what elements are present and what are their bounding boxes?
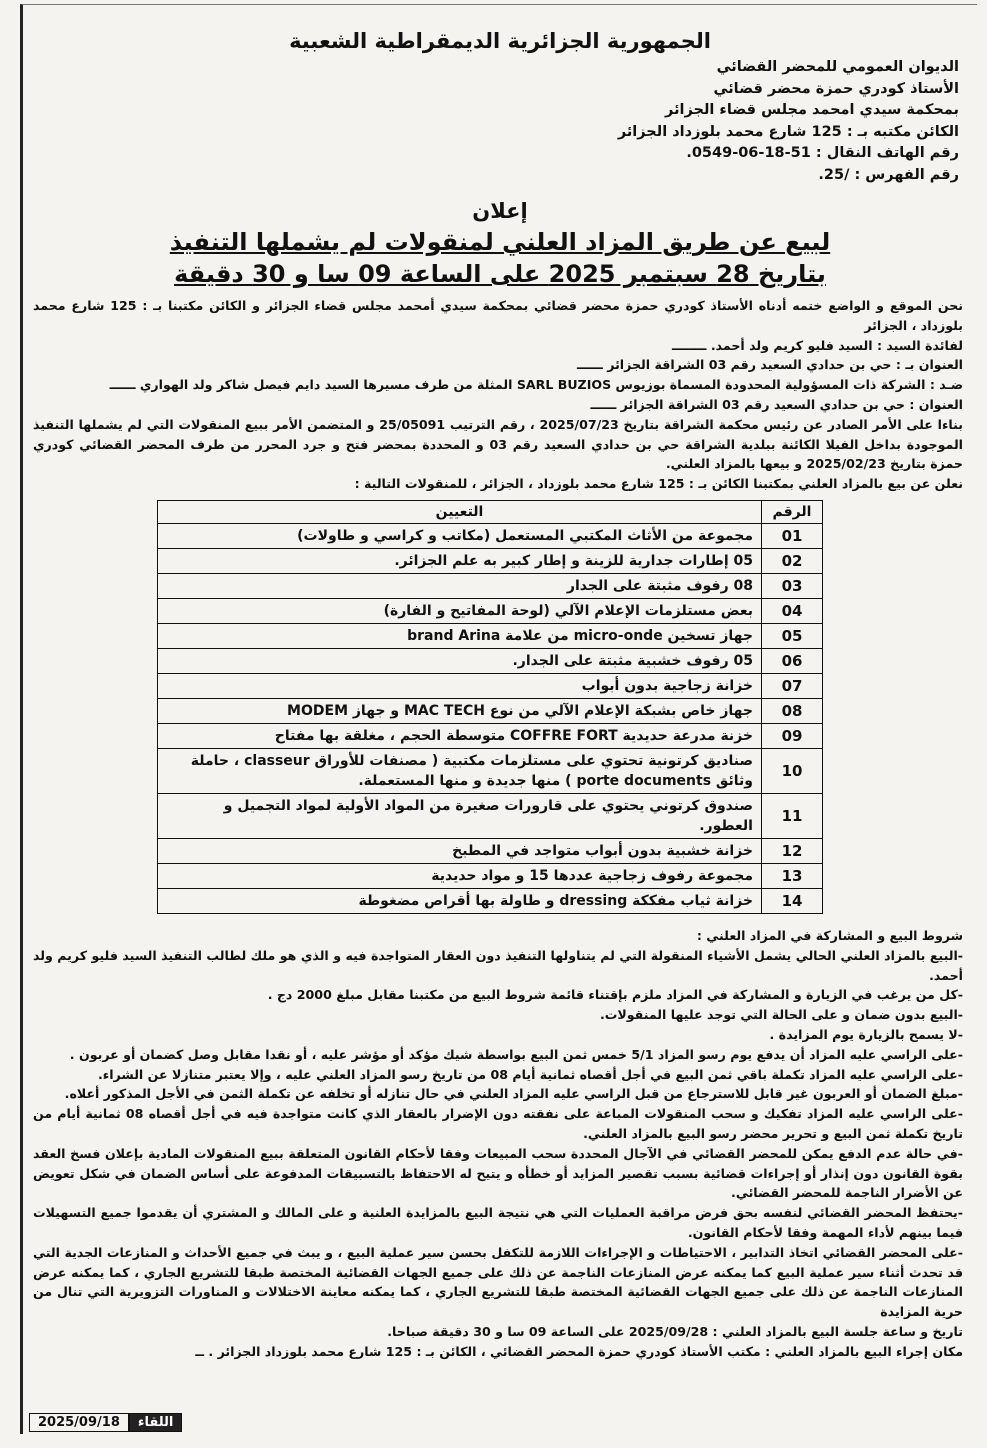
row-description: جهاز خاص بشبكة الإعلام الآلي من نوع MAC TECH و جهاز MODEM: [158, 698, 762, 723]
row-number: 08: [762, 698, 823, 723]
row-number: 10: [762, 748, 823, 793]
table-row: [158, 673, 823, 698]
sale-notice-line: نعلن عن بيع بالمزاد العلني بمكتبنا الكائن بـ : 125 شارع محمد بلوزداد ، الجزائر ، للمنقولات التالية :: [354, 476, 963, 492]
row-number: 06: [762, 648, 823, 673]
row-description: خزانة ثياب مفككة dressing و طاولة بها أقراص مضغوطة: [158, 888, 762, 913]
header-line: الأستاذ كودري حمزة محضر قضائي: [713, 80, 959, 97]
auction-session-datetime: تاريخ و ساعة جلسة البيع بالمزاد العلني : 2025/09/28 على الساعة 09 سا و 30 دقيقة صباحا.: [387, 1323, 963, 1339]
table-row: [158, 838, 823, 863]
condition-item: -لا يسمح بالزيارة يوم المزايدة .: [769, 1026, 963, 1042]
publication-date: 2025/09/18: [29, 1413, 129, 1432]
table-row: [158, 748, 823, 793]
announcement-title: إعلان: [472, 199, 528, 223]
table-row: [158, 698, 823, 723]
defendant-line: ضـد : الشركة ذات المسؤولية المحدودة المسماة بوزيوس SARL BUZIOS المثلة من طرف مسيرها السيد دايم فيصل شاكر ولد الهواري ــــــ: [109, 377, 963, 393]
row-description: مجموعة من الأثاث المكتبي المستعمل (مكاتب و كراسي و طاولات): [158, 523, 762, 548]
row-description: خزانة زجاجية بدون أبواب: [158, 673, 762, 698]
column-header-number: الرقم: [762, 500, 823, 523]
table-row: [158, 863, 823, 888]
beneficiary-address: العنوان بـ : حي بن حدادي السعيد رقم 03 الشراقة الجزائر ــــــ: [577, 357, 963, 373]
table-row: [158, 523, 823, 548]
row-number: 03: [762, 573, 823, 598]
condition-item: -على المحضر القضائي اتخاذ التدابير ، الاحتياطات و الإجراءات اللازمة للتكفل بحسن سير عملية البيع ، و يبث في جميع الأحداث و المنازعات الجدية التي قد تحدث أثناء سير عملية البيع كما يمكنه عرض المنازعات الناجمة عن ذلك على جميع الجهات القضائية المختصة طبقا للتشريع الجاري ، كما يمكنه عرض المنازعات الناجمة عن ذلك على جميع الجهات القضائية المختصة طبقا للتشريع الجاري ، كما يمكنه معاينة الاختلالات و المناورات التزويرية التي تنال من حرية المزايدة: [33, 1244, 963, 1320]
auction-date-line: بتاريخ 28 سبتمبر 2025 على الساعة 09 سا و 30 دقيقة: [174, 260, 826, 288]
row-number: 01: [762, 523, 823, 548]
bailiff-header: [23, 57, 977, 186]
row-number: 04: [762, 598, 823, 623]
row-description: 08 رفوف مثبتة على الجدار: [158, 573, 762, 598]
publication-footer: [29, 1413, 182, 1432]
table-row: [158, 723, 823, 748]
table-row: [158, 548, 823, 573]
condition-item: -يحتفظ المحضر القضائي لنفسه بحق فرض مراقبة العمليات التي هي نتيجة البيع بالمزايدة العلنية و على المالك و المشتري أن يقدموا جميع التسهيلات فيما بينهم لأداء المهمة وفقا لأحكام القانون.: [33, 1205, 963, 1240]
table-row: [158, 573, 823, 598]
row-description: صندوق كرتوني يحتوي على قارورات صغيرة من المواد الأولية لمواد التجميل و العطور.: [158, 793, 762, 838]
header-line: رقم الهاتف النقال : 51-18-06-0549.: [686, 145, 959, 161]
table-row: [158, 888, 823, 913]
conditions-heading: شروط البيع و المشاركة في المزاد العلني :: [696, 927, 963, 943]
row-number: 07: [762, 673, 823, 698]
table-row: [158, 598, 823, 623]
auction-location: مكان إجراء البيع بالمزاد العلني : مكتب الأستاذ كودري حمزة المحضر القضائي ، الكائن بـ : 125 شارع محمد بلوزداد الجزائر . ــ: [195, 1343, 963, 1359]
beneficiary-line: لفائدة السيد : السيد فليو كريم ولد أحمد. ــــــــ: [672, 337, 963, 353]
intro-paragraph: نحن الموقع و الواضع ختمه أدناه الأستاذ كودري حمزة محضر قضائي بمحكمة سيدي أمحمد مجلس قضاء الجزائر و الكائن مكتبنا بـ : 125 شارع محمد بلوزداد ، الجزائر: [33, 298, 964, 333]
header-line: بمحكمة سيدي امحمد مجلس قضاء الجزائر: [665, 102, 959, 118]
row-description: 05 رفوف خشبية مثبتة على الجدار.: [158, 648, 762, 673]
condition-item: -كل من يرغب في الزيارة و المشاركة في المزاد ملزم بإقتناء قائمة شروط البيع من مكتبنا مقابل مبلغ 2000 دج .: [267, 987, 963, 1003]
row-number: 05: [762, 623, 823, 648]
court-order-paragraph: بناءا على الأمر الصادر عن رئيس محكمة الشراقة بتاريخ 2025/07/23 ، رقم الترتيب 25/05091 و المتضمن الأمر ببيع المنقولات التي لم يشملها التنفيذ الموجودة بداخل الفيلا الكائنة ببلدية الشراقة حي بن حدادي السعيد رقم 03 و المحددة بمحضر فتح و جرد المحرر من طرف المحضر القضائي كودري حمزة بتاريخ 2025/02/23 و بيعها بالمزاد العلني.: [33, 416, 963, 472]
row-description: خزانة خشبية بدون أبواب متواجد في المطبخ: [158, 838, 762, 863]
table-row: [158, 648, 823, 673]
column-header-description: التعيين: [158, 500, 762, 523]
row-number: 13: [762, 863, 823, 888]
announcement-page: [20, 4, 977, 1434]
condition-item: -على الراسي عليه المزاد تكملة باقي ثمن البيع في أجل أقصاه ثمانية أيام 08 من تاريخ رسو المزاد العلني عليه ، وإلا يعتبر متنازلا عن الشراء.: [98, 1066, 963, 1082]
row-number: 14: [762, 888, 823, 913]
defendant-address: العنوان : حي بن حدادي السعيد رقم 03 الشراقة الجزائر ــــــ: [590, 396, 963, 412]
row-description: 05 إطارات جدارية للزينة و إطار كبير به علم الجزائر.: [158, 548, 762, 573]
condition-item: -مبلغ الضمان أو العربون غير قابل للاسترجاع من قبل الراسي عليه المزاد العلني في حال تنازله أو تخلفه عن تكملة الثمن في الأجل المذكور أعلاه.: [64, 1086, 963, 1102]
row-description: صناديق كرتونية تحتوي على مستلزمات مكتبية ( مصنفات للأوراق classeur ، حاملة وثائق porte documents ) منها جديدة و منها المستعملة.: [158, 748, 762, 793]
condition-item: -في حالة عدم الدفع يمكن للمحضر القضائي في الآجال المحددة سحب المبيعات وفقا لأحكام القانون المتعلقة ببيع المنقولات المادية بإعلان فسخ العقد بقوة القانون دون إنذار أو إجراءات قضائية بسبب تقصير المزايد أو خطأه و يتيح له الاحتفاظ بالتسبيقات المدفوعة على أساس الضمان في شكل تعويض عن الأضرار الناجمة للمحضر القضائي.: [33, 1145, 963, 1201]
republic-title: الجمهورية الجزائرية الديمقراطية الشعبية: [289, 29, 711, 53]
table-row: [158, 623, 823, 648]
condition-item: -على الراسي عليه المزاد تفكيك و سحب المنقولات المباعة على نفقته دون الإضرار بالعقار الذي كانت متواجدة فيه في أجل أقصاه 08 ثمانية أيام من تاريخ تكملة ثمن البيع و تحرير محضر رسو البيع بالمزاد العلني.: [33, 1106, 963, 1141]
condition-item: -البيع بالمزاد العلني الحالي يشمل الأشياء المنقولة التي لم يتناولها التنفيذ دون العقار المتواجدة فيه و الذي هو ملك لطالب التنفيذ السيد فليو كريم ولد أحمد.: [33, 947, 963, 983]
row-description: بعض مستلزمات الإعلام الآلي (لوحة المفاتيح و الفارة): [158, 598, 762, 623]
row-number: 09: [762, 723, 823, 748]
header-line: الديوان العمومي للمحضر القضائي: [716, 59, 959, 75]
row-number: 11: [762, 793, 823, 838]
row-number: 12: [762, 838, 823, 863]
header-line: الكائن مكتبه بـ : 125 شارع محمد بلوزداد الجزائر: [617, 123, 959, 140]
row-description: مجموعة رفوف زجاجية عددها 15 و مواد حديدية: [158, 863, 762, 888]
table-row: [158, 793, 823, 838]
announcement-heading: [23, 196, 977, 290]
row-description: جهاز تسخين micro-onde من علامة brand Arina: [158, 623, 762, 648]
row-number: 02: [762, 548, 823, 573]
condition-item: -البيع بدون ضمان و على الحالة التي توجد عليها المنقولات.: [599, 1007, 963, 1023]
condition-item: -على الراسي عليه المزاد أن يدفع يوم رسو المزاد 5/1 خمس ثمن البيع بواسطة شيك مؤكد أو مؤشر عليه ، أو نقدا مقابل وصل كضمان أو عربون .: [69, 1046, 963, 1062]
items-table: [157, 500, 823, 914]
announcement-subtitle: لبيع عن طريق المزاد العلني لمنقولات لم يشملها التنفيذ: [169, 228, 831, 256]
conditions-section: [33, 926, 963, 1362]
newspaper-name: اللقاء: [129, 1413, 183, 1432]
row-description: خزنة مدرعة حديدية COFFRE FORT متوسطة الحجم ، مغلقة بها مفتاح: [158, 723, 762, 748]
intro-section: [23, 296, 977, 1362]
header-line: رقم الفهرس : /25.: [818, 166, 959, 183]
